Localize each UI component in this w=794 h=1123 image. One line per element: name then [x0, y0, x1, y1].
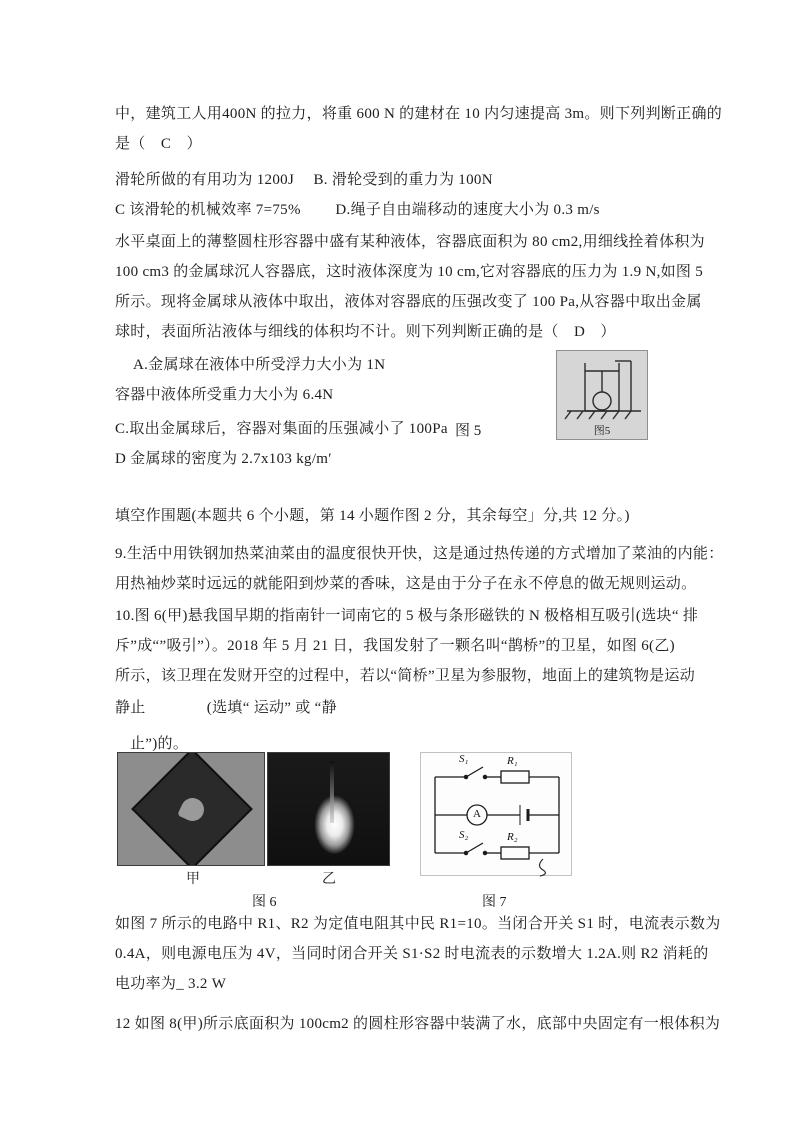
q9-line-2: 用热袖炒菜时远远的就能阳到炒菜的香味，这是由于分子在永不停息的做无规则运动。: [115, 576, 697, 592]
q-liquid-option-d: D 金属球的密度为 2.7x103 kg/m′: [115, 451, 332, 467]
figure-6-caption: 图 6: [252, 895, 277, 910]
figure-7-caption: 图 7: [482, 895, 507, 910]
figure-6-photo-compass: [117, 752, 265, 866]
fig5-inline-ref: 图 5: [455, 423, 482, 439]
circuit-label-r1: R₁: [507, 755, 518, 767]
fig5-drawing: [557, 351, 647, 423]
q8-line-2: 是（ C ）: [115, 136, 202, 152]
q8-line-1: 中，建筑工人用400N 的拉力，将重 600 N 的建材在 10 内匀速提高 3m。则下列判断正确的: [115, 106, 723, 122]
q-liquid-line-4: 球时，表面所沾液体与细线的体积均不计。则下列判断正确的是（ D ）: [115, 324, 616, 340]
photo-label-jia: 甲: [186, 872, 200, 887]
q-liquid-option-b: 容器中液体所受重力大小为 6.4N: [115, 387, 334, 403]
circuit-drawing: [421, 753, 573, 877]
ammeter-label: A: [473, 808, 481, 820]
q10-line-1: 10.图 6(甲)悬我国早期的指南针一词南它的 5 极与条形磁铁的 N 极格相互吸引(选块“ 排: [115, 608, 699, 624]
q-liquid-line-3: 所示。现将金属球从液体中取出，液体对容器底的压强改变了 100 Pa,从容器中取出金属: [115, 294, 702, 310]
q10-line-5: 止”)的。: [130, 736, 189, 752]
circuit-label-r2: R₂: [507, 831, 518, 843]
circuit-label-s1: S₁: [459, 753, 469, 765]
q10-line-4: 静止 (选填“ 运动” 或 “静: [115, 700, 337, 716]
q10-line-3: 所示，该卫理在发财开空的过程中，若以“简桥”卫星为参服物，地面上的建筑物是运动: [115, 668, 696, 684]
q-liquid-option-a: A.金属球在液体中所受浮力大小为 1N: [133, 357, 386, 373]
q9-line-1: 9.生活中用铁钢加热菜油菜由的温度很快开快，这是通过热传递的方式增加了菜油的内能：: [115, 546, 724, 562]
q12-line-1: 12 如图 8(甲)所示底面积为 100cm2 的圆柱形容器中装满了水，底部中央固定有一根体积为: [115, 1016, 721, 1032]
q-liquid-line-1: 水平桌面上的薄整圆柱形容器中盛有某种液体，容器底面积为 80 cm2,用细线拴着体积为: [115, 234, 705, 250]
q-liquid-line-2: 100 cm3 的金属球沉人容器底，这时液体深度为 10 cm,它对容器底的压力为 1.9 N,如图 5: [115, 264, 704, 280]
figure-5-caption: 图5: [593, 425, 611, 437]
rocket-streak: [330, 761, 334, 823]
q-liquid-option-c: C.取出金属球后，容器对集面的压强减小了 100Pa: [115, 421, 448, 437]
q11-line-1: 如图 7 所示的电路中 R1、R2 为定值电阻其中民 R1=10。当闭合开关 S1 时，电流表示数为: [115, 916, 721, 932]
figure-7-circuit: [420, 752, 572, 876]
q10-line-2: 斥”成“”吸引”）。2018 年 5 月 21 日，我国发射了一颗名叫“鹊桥”的卫星，如图 6(乙): [115, 638, 675, 654]
q11-line-2: 0.4A，则电源电压为 4V，当同时闭合开关 S1·S2 时电流表的示数增大 1.2A.则 R2 消耗的: [115, 946, 709, 962]
circuit-label-s2: S₂: [459, 829, 469, 841]
figure-6-photo-rocket: [267, 752, 390, 866]
q8-option-ab: 滑轮所做的有用功为 1200J B. 滑轮受到的重力为 100N: [115, 172, 493, 188]
section-title: 填空作围题(本题共 6 个小题，第 14 小题作图 2 分，其余每空」分,共 12 分。): [115, 508, 630, 524]
q11-line-3: 电功率为_ 3.2 W: [115, 976, 227, 992]
figure-5-image: [556, 350, 648, 440]
q8-option-cd: C 该滑轮的机械效率 7=75% D.绳子自由端移动的速度大小为 0.3 m/s: [115, 202, 600, 218]
photo-label-yi: 乙: [322, 872, 336, 887]
